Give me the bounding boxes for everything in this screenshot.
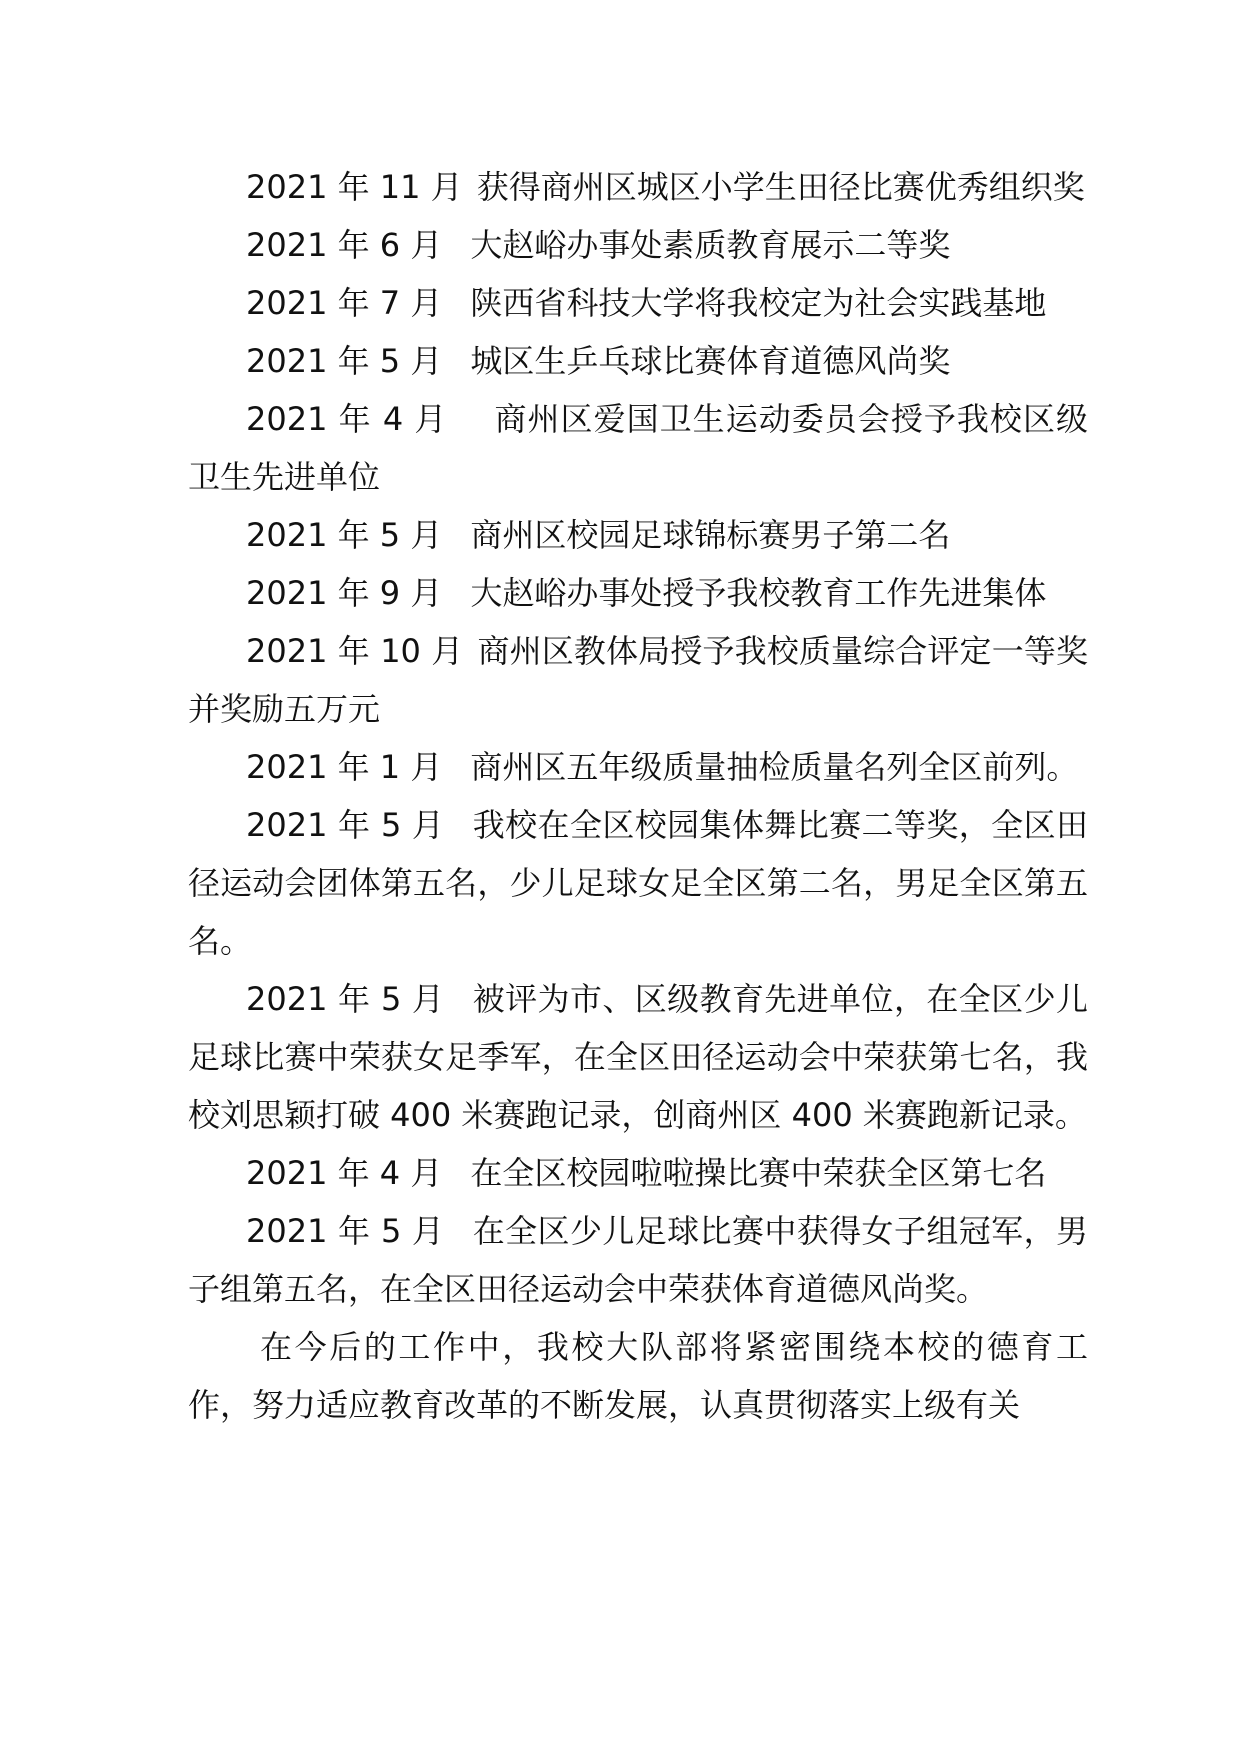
award-entry-8	[188, 622, 1088, 738]
award-entry-3	[188, 274, 1088, 332]
award-entry-7	[188, 564, 1088, 622]
entry-text: 我校在全区校园集体舞比赛二等奖，全区田径运动会团体第五名，少儿足球女足全区第二名，男足全区第五名。	[188, 806, 1088, 960]
entry-date: 2021 年 7 月	[246, 284, 443, 322]
entry-text: 商州区爱国卫生运动委员会授予我校区级卫生先进单位	[188, 400, 1088, 496]
entry-date: 2021 年 4 月	[246, 400, 448, 438]
entry-text: 在全区少儿足球比赛中获得女子组冠军，男子组第五名，在全区田径运动会中荣获体育道德风尚奖。	[188, 1212, 1088, 1308]
entry-text: 大赵峪办事处素质教育展示二等奖	[470, 226, 951, 264]
entry-text: 陕西省科技大学将我校定为社会实践基地	[470, 284, 1047, 322]
entry-date: 2021 年 5 月	[246, 1212, 445, 1250]
award-entry-12	[188, 1144, 1088, 1202]
award-entry-10	[188, 796, 1088, 970]
entry-date: 2021 年 9 月	[246, 574, 443, 612]
entry-text: 商州区五年级质量抽检质量名列全区前列。	[470, 748, 1079, 786]
entry-date: 2021 年 11 月	[246, 168, 463, 206]
entry-date: 2021 年 5 月	[246, 806, 445, 844]
entry-date: 2021 年 5 月	[246, 980, 445, 1018]
entry-text: 获得商州区城区小学生田径比赛优秀组织奖	[476, 168, 1085, 206]
entry-date: 2021 年 6 月	[246, 226, 443, 264]
entry-date: 2021 年 5 月	[246, 342, 443, 380]
award-entry-1	[188, 158, 1088, 216]
entry-date: 2021 年 10 月	[246, 632, 464, 670]
award-entry-9	[188, 738, 1088, 796]
entry-text: 被评为市、区级教育先进单位，在全区少儿足球比赛中荣获女足季军，在全区田径运动会中荣获第七名，我校刘思颖打破 400 米赛跑记录，创商州区 400 米赛跑新记录。	[188, 980, 1088, 1134]
award-entry-13	[188, 1202, 1088, 1318]
closing-paragraph: 在今后的工作中，我校大队部将紧密围绕本校的德育工作，努力适应教育改革的不断发展，认真贯彻落实上级有关	[188, 1328, 1088, 1424]
entry-date: 2021 年 1 月	[246, 748, 443, 786]
award-entry-2	[188, 216, 1088, 274]
entry-date: 2021 年 5 月	[246, 516, 443, 554]
entry-text: 商州区校园足球锦标赛男子第二名	[470, 516, 951, 554]
entry-text: 在全区校园啦啦操比赛中荣获全区第七名	[470, 1154, 1047, 1192]
entry-text: 商州区教体局授予我校质量综合评定一等奖并奖励五万元	[188, 632, 1088, 728]
award-entry-11	[188, 970, 1088, 1144]
award-entry-6	[188, 506, 1088, 564]
entry-date: 2021 年 4 月	[246, 1154, 443, 1192]
award-entry-4	[188, 332, 1088, 390]
entry-text: 大赵峪办事处授予我校教育工作先进集体	[470, 574, 1047, 612]
entry-text: 城区生乒乓球比赛体育道德风尚奖	[470, 342, 951, 380]
award-entry-5	[188, 390, 1088, 506]
document-body	[188, 158, 1088, 1434]
